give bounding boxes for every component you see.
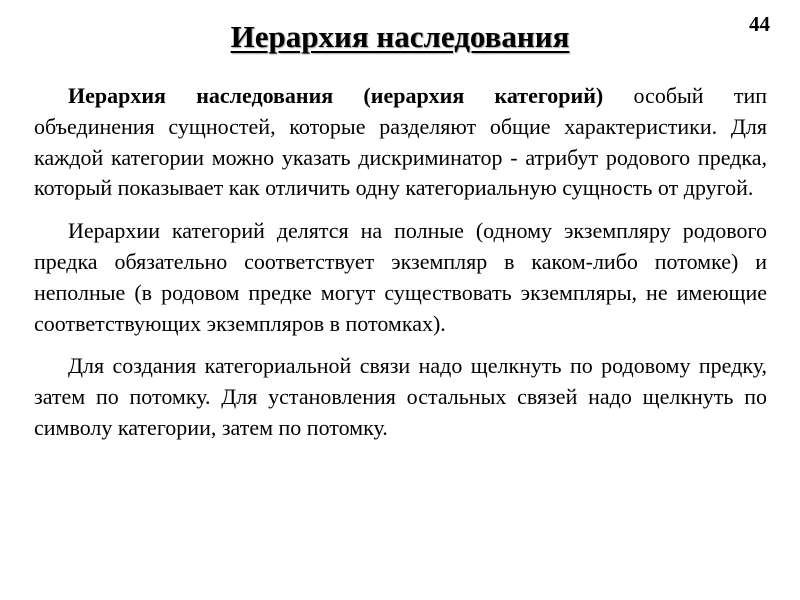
paragraph-text: Иерархии категорий делятся на полные (одному экземпляру родового предка обязательно соответствует экземпляр в каком-либо потомке) и неполные (в родовом предке могут существовать экземпляры, не имеющие соответствующих экземпляров в потомках). — [34, 218, 767, 336]
paragraph-text: особый тип объединения сущностей, которые разделяют общие характеристики. Для каждой категории можно указать дискриминатор - атрибут родового предка, который показывает как отличить одну категориальную сущность от другой. — [34, 83, 767, 201]
slide-title: Иерархия наследования — [230, 19, 570, 54]
paragraph-hierarchy-types — [34, 216, 767, 339]
paragraph-text: Для создания категориальной связи надо щелкнуть по родовому предку, затем по потомку. Для установления остальных связей надо щелкнуть по символу категории, затем по потомку. — [34, 353, 767, 440]
paragraph-definition — [34, 81, 767, 204]
paragraph-instructions — [34, 351, 767, 443]
paragraph-lead-bold: Иерархия наследования (иерархия категорий) — [68, 83, 604, 108]
page-number: 44 — [749, 12, 770, 36]
slide-body — [34, 81, 767, 444]
